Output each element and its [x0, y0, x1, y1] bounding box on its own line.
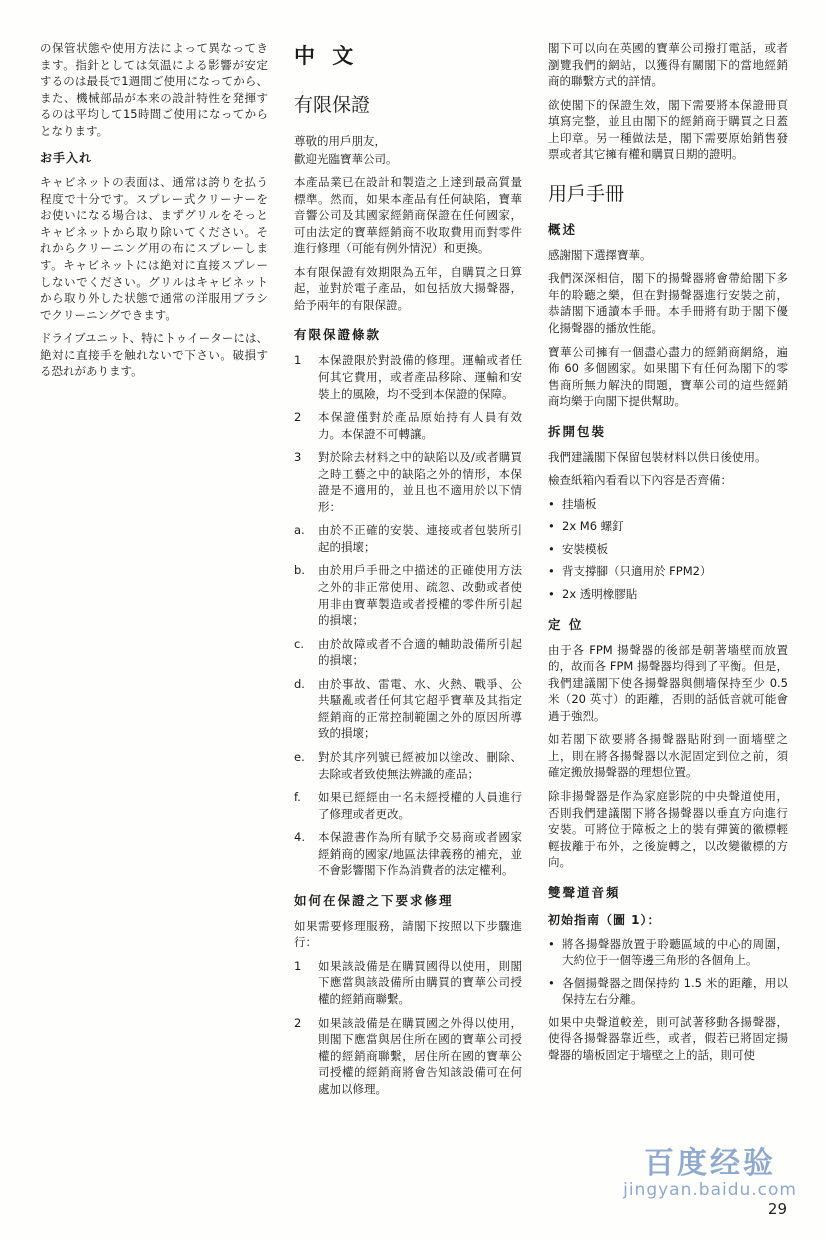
bullet-icon: • [548, 587, 555, 602]
term-number: 3 [294, 450, 302, 465]
guide-item-text: 將各揚聲器放置于聆聽區域的中心的周圍，大約位于一個等邊三角形的各個角上。 [562, 936, 788, 968]
watermark-url: jingyan.baidu.com [623, 1180, 797, 1200]
overview-paragraph-3: 寶華公司擁有一個盡心盡力的經銷商網絡，遍佈 60 多個國家。如果閣下有任何為閣下的零售商所無力解決的問題，寶華公司的這些經銷商均樂于向閣下提供幫助。 [548, 344, 788, 409]
positioning-paragraph-1: 由于各 FPM 揚聲器的後部是朝著墻壁而放置的，故而各 FPM 揚聲器均得到了平衡。但是，我們建議閣下使各揚聲器與側墻保持至少 0.5 米（20 英寸）的距離，否則的話低音就可能會過于強烈。 [548, 642, 788, 723]
checklist-item-text: 挂墻板 [562, 496, 597, 511]
validation-paragraph: 欲使閣下的保證生效，閣下需要將本保證冊頁填寫完整，並且由閣下的經銷商于購買之日蓋上印章。另一種做法是，閣下需要原始銷售發票或者其它擁有權和購買日期的證明。 [548, 97, 788, 162]
checklist-item [548, 563, 788, 580]
positioning-paragraph-3: 除非揚聲器是作為家庭影院的中央聲道使用，否則我們建議閣下將各揚聲器以垂直方向進行安裝。可將位于障板之上的裝有彈簧的徽標輕輕拔離于布外，之後旋轉之，以改變徽標的方向。 [548, 788, 788, 870]
positioning-paragraph-2: 如若閣下欲要將各揚聲器貼附到一面墻壁之上，則在將各揚聲器以水泥固定到位之前，須確定搬放揚聲器的理想位置。 [548, 732, 788, 780]
term-text: 如果已經經由一名未經授權的人員進行了修理或者更改。 [318, 790, 522, 821]
jp-care-heading: お手入れ [40, 151, 93, 166]
term-text: 對於除去材料之中的缺陷以及/或者購買之時工藝之中的缺陷之外的情形，本保證是不適用的，並且也不適用於以下情形： [318, 450, 522, 514]
baidu-watermark [623, 1147, 797, 1200]
columns [40, 40, 788, 1104]
warranty-paragraph-1: 本產品業已在設計和製造之上達到最高質量標準。然而，如果本產品有任何缺陷，寶華音響公司及其國家經銷商保證在任何國家，可由法定的寶華經銷商不收取費用而對零件進行修理（可能有例外情況）和更換。 [294, 175, 522, 256]
checklist-item-text: 2x M6 螺釘 [562, 519, 624, 534]
term-text: 由於用戶手冊之中描述的正確使用方法之外的非正常使用、疏忽、改動或者使用非由寶華製造或者授權的零件所引起的損壞； [318, 563, 522, 628]
welcome-line: 歡迎光臨寶華公司。 [294, 151, 398, 166]
term-text: 本保證書作為所有賦予交易商或者國家經銷商的國家/地區法律義務的補充，並不會影響閣下作為消費者的法定權利。 [318, 830, 522, 878]
claim-heading: 如何在保證之下要求修理 [294, 892, 454, 908]
term-number: 2 [294, 410, 302, 425]
warranty-term [294, 829, 522, 879]
warranty-term [294, 562, 522, 628]
warranty-term [294, 636, 522, 669]
bullet-icon: • [548, 496, 555, 511]
step-text: 如果該設備是在購買國得以使用，則閣下應當與該設備所由購買的寶華公司授權的經銷商聯繫。 [318, 958, 522, 1006]
term-text: 對於其序列號已經被加以塗改、刪除、去除或者致使無法辨識的產品； [318, 749, 522, 781]
term-text: 由於故障或者不合適的輔助設備所引起的損壞； [318, 636, 522, 668]
checklist-item [548, 518, 788, 535]
guide-item [548, 975, 788, 1008]
warranty-paragraph-2: 本有限保證有效期限為五年，自購買之日算起，並對於電子產品，如包括放大揚聲器，給予兩年的有限保證。 [294, 264, 522, 312]
checklist-item [548, 496, 788, 513]
term-number: 4. [294, 830, 305, 845]
checklist-item-text: 2x 透明橡膠貼 [562, 587, 638, 602]
jp-care-paragraph-1: キャビネットの表面は、通常は誇りを払う程度で十分です。スプレー式クリーナーをお使いになる場合は、まずグリルをそっとキャビネットから取り除いてください。それからクリーニング用の布にスプレーします。キャビネットには絶対に直接スプレーしないでください。グリルはキャビネットから取り外した状態で通常の洋服用ブラシでクリーニングできます。 [40, 175, 268, 322]
term-number: a. [294, 523, 305, 538]
bullet-icon: • [548, 519, 555, 534]
greeting-line: 尊敬的用戶朋友， [294, 134, 386, 148]
bullet-icon: • [548, 936, 555, 951]
term-number: c. [294, 636, 304, 651]
jp-care-paragraph-2: ドライブユニット、特にトゥイーターには、絶対に直接手を触れないで下さい。破損する恐れがあります。 [40, 331, 268, 379]
term-number: f. [294, 790, 301, 805]
warranty-term [294, 749, 522, 782]
bullet-icon: • [548, 975, 555, 990]
term-number: e. [294, 749, 305, 764]
overview-paragraph-1: 感謝閣下選擇寶華。 [548, 247, 652, 262]
warranty-term [294, 449, 522, 515]
warranty-term [294, 789, 522, 822]
guide-item [548, 936, 788, 969]
step-number: 2 [294, 1015, 302, 1030]
term-text: 由於事故、雷電、水、火熱、戰爭、公共騷亂或者任何其它超乎寶華及其指定經銷商的正常控制範圍之外的原因所導致的損壞； [318, 676, 522, 741]
user-manual-heading: 用戶手冊 [548, 182, 625, 205]
unpacking-paragraph-2: 檢查紙箱內看看以下內容是否齊備： [548, 473, 732, 488]
overview-heading: 概述 [548, 221, 578, 237]
term-number: b. [294, 563, 305, 578]
warranty-term [294, 522, 522, 555]
warranty-term [294, 352, 522, 402]
term-text: 由於不正確的安裝、連接或者包裝所引起的損壞； [318, 523, 522, 554]
checklist-item [548, 541, 788, 558]
column-warranty [294, 40, 522, 1104]
warranty-terms-heading: 有限保證條款 [294, 327, 382, 343]
term-text: 本保證僅對於產品原始持有人員有效力。本保證不可轉讓。 [318, 410, 522, 441]
stereo-heading: 雙聲道音頻 [548, 884, 621, 900]
claim-step [294, 1015, 522, 1098]
warranty-term [294, 676, 522, 742]
initial-guide-heading: 初始指南（圖 1）： [548, 912, 661, 927]
final-paragraph: 如果中央聲道較差，則可試著移動各揚聲器，使得各揚聲器靠近些，或者，假若已將固定揚聲器的墻板固定于墻壁之上的話，則可使 [548, 1014, 788, 1062]
claim-intro: 如果需要修理服務，請閣下按照以下步驟進行： [294, 918, 522, 950]
positioning-heading: 定 位 [548, 616, 584, 632]
bullet-icon: • [548, 541, 555, 556]
checklist-item-text: 背支撐腳（只適用於 FPM2） [562, 564, 712, 579]
unpacking-paragraph-1: 我們建議閣下保留包裝材料以供日後使用。 [548, 449, 767, 464]
step-text: 如果該設備是在購買國之外得以使用，則閣下應當與居住所在國的寶華公司授權的經銷商聯繫，居住所在國的寶華公司授權的經銷商將會告知該設備可在何處加以修理。 [318, 1015, 522, 1096]
limited-warranty-heading: 有限保證 [294, 94, 371, 116]
bullet-icon: • [548, 564, 555, 579]
claim-step [294, 958, 522, 1008]
contact-paragraph: 閣下可以向在英國的寶華公司撥打電話，或者瀏覽我們的網站，以獲得有關閣下的當地經銷商的聯繫方式的詳情。 [548, 41, 788, 89]
checklist-item [548, 586, 788, 603]
term-text: 本保證限於對設備的修理。運輸或者任何其它費用，或者產品移除、運輸和安裝上的風險，均不受到本保證的保障。 [318, 353, 522, 401]
step-number: 1 [294, 958, 302, 973]
page-number: 29 [767, 1200, 787, 1218]
overview-paragraph-2: 我們深深相信，閣下的揚聲器將會帶給閣下多年的聆聽之樂，但在對揚聲器進行安裝之前，恭請閣下通讀本手冊。本手冊將有助于閣下優化揚聲器的播放性能。 [548, 271, 788, 336]
guide-item-text: 各個揚聲器之間保持約 1.5 米的距離，用以保持左右分離。 [562, 975, 788, 1007]
warranty-term [294, 409, 522, 442]
term-number: d. [294, 676, 305, 691]
language-heading: 中 文 [294, 44, 359, 68]
column-manual [548, 40, 788, 1104]
unpacking-heading: 拆開包裝 [548, 423, 607, 439]
jp-intro-paragraph: の保管状態や使用方法によって異なってきます。指針としては気温による影響が安定するのは最長で1週間ご使用になってから、また、機械部品が本来の設計特性を発揮するのは平均して15時間ご使用になってからとなります。 [40, 41, 268, 138]
watermark-logo-text: 百度经验 [644, 1146, 777, 1181]
checklist-item-text: 安裝模板 [562, 541, 608, 556]
term-number: 1 [294, 353, 302, 368]
column-japanese [40, 40, 268, 1104]
